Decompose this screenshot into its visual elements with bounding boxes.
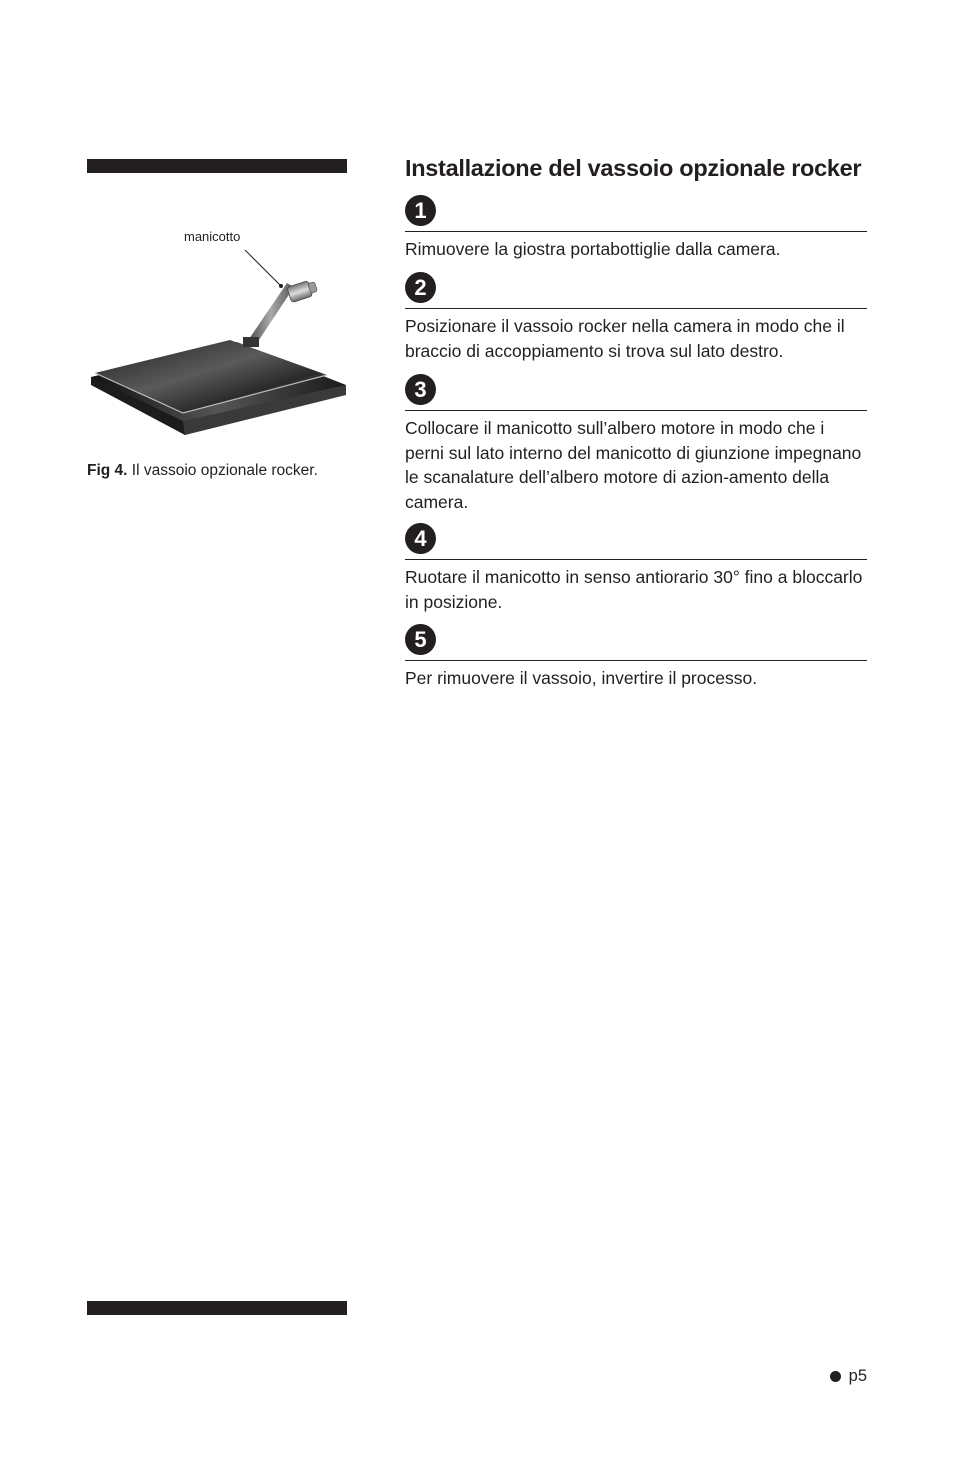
bottom-left-rule bbox=[87, 1301, 347, 1315]
callout-dot bbox=[279, 284, 283, 288]
figure-caption-text: Il vassoio opzionale rocker. bbox=[131, 462, 318, 479]
rocker-tray-illustration bbox=[87, 225, 352, 440]
step-2-text: Posizionare il vassoio rocker nella camera in modo che il braccio di accoppiamento si trova sul lato destro. bbox=[405, 316, 845, 361]
step-3-text: Collocare il manicotto sull’albero motore in modo che i perni sul lato interno del manicotto di giunzione impegnano le scanalature dell’albero motore di azion-amento della camera. bbox=[405, 418, 862, 512]
step-1-text: Rimuovere la giostra portabottiglie dalla camera. bbox=[405, 239, 781, 259]
step-2 bbox=[405, 272, 867, 363]
top-left-rule bbox=[87, 159, 347, 173]
step-3-header bbox=[405, 374, 867, 411]
bullet-icon bbox=[830, 1371, 841, 1382]
step-4-header bbox=[405, 523, 867, 560]
sleeve-part bbox=[287, 279, 319, 303]
step-4 bbox=[405, 523, 867, 614]
figure-callout-label: manicotto bbox=[184, 229, 241, 244]
step-4-text: Ruotare il manicotto in senso antiorario 30° fino a bloccarlo in posizione. bbox=[405, 567, 863, 612]
figure-caption-prefix: Fig 4. bbox=[87, 462, 128, 479]
step-5-number-badge: 5 bbox=[405, 624, 436, 655]
page-number bbox=[830, 1367, 867, 1386]
coupling-arm bbox=[247, 283, 294, 346]
step-1 bbox=[405, 195, 867, 262]
step-3-number-badge: 3 bbox=[405, 374, 436, 405]
step-2-number-badge: 2 bbox=[405, 272, 436, 303]
section-title: Installazione del vassoio opzionale rocker bbox=[405, 155, 862, 181]
arm-base bbox=[243, 337, 259, 347]
step-5-text: Per rimuovere il vassoio, invertire il processo. bbox=[405, 668, 758, 688]
step-3 bbox=[405, 374, 867, 514]
step-5-header bbox=[405, 624, 867, 661]
callout-leader-line bbox=[245, 250, 281, 286]
step-1-header bbox=[405, 195, 867, 232]
page-number-text: p5 bbox=[848, 1367, 867, 1385]
step-2-header bbox=[405, 272, 867, 309]
step-1-number-badge: 1 bbox=[405, 195, 436, 226]
step-4-number-badge: 4 bbox=[405, 523, 436, 554]
figure-caption bbox=[87, 462, 318, 480]
step-5 bbox=[405, 624, 867, 691]
